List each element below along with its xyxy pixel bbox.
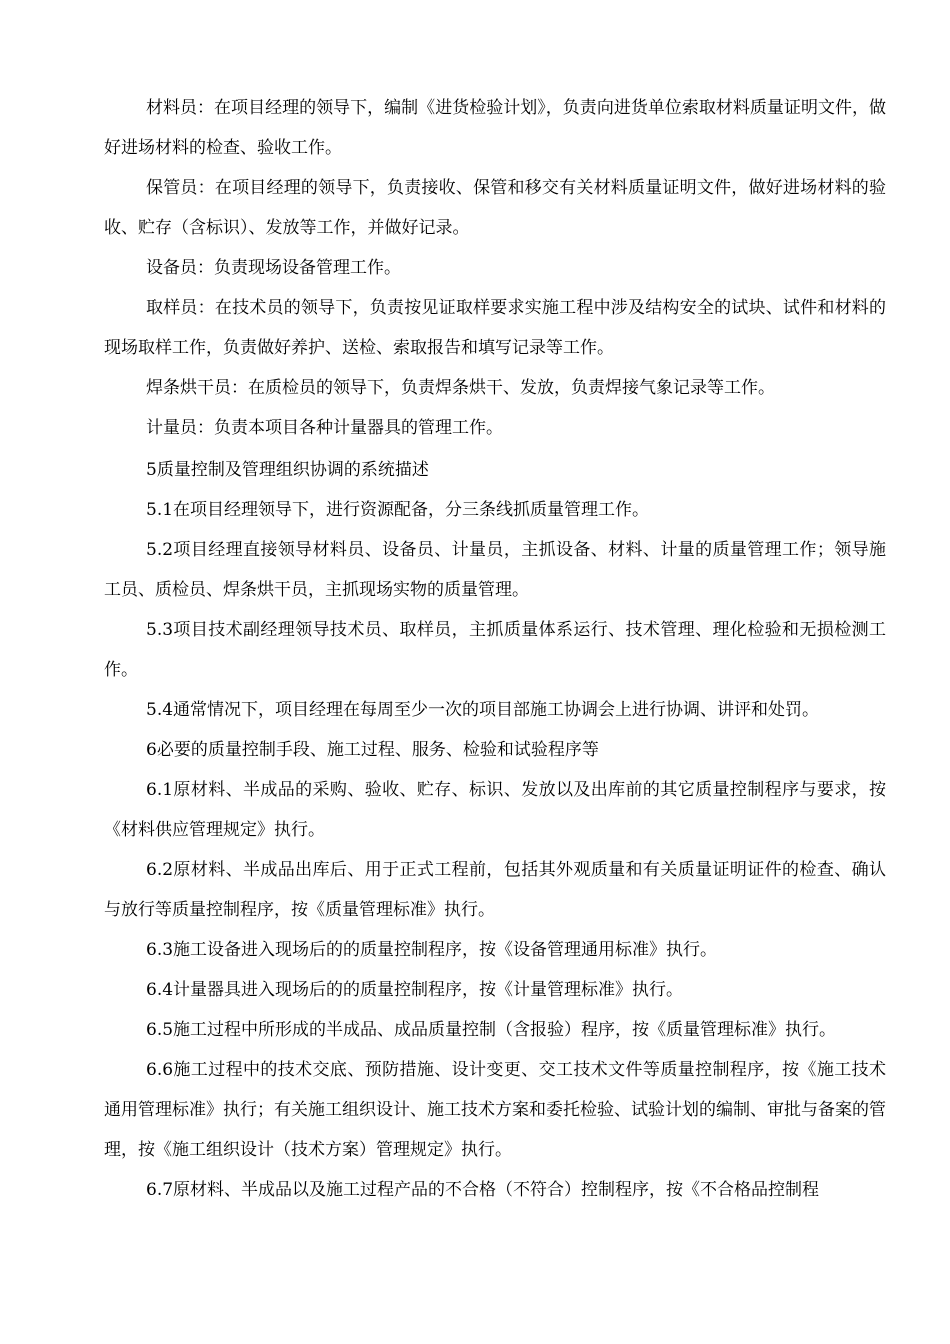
paragraph-6-3: 6.3施工设备进入现场后的的质量控制程序，按《设备管理通用标准》执行。 — [146, 940, 718, 960]
section-heading-5: 5质量控制及管理组织协调的系统描述 — [146, 460, 429, 480]
paragraph-5-4: 5.4通常情况下，项目经理在每周至少一次的项目部施工协调会上进行协调、讲评和处罚。 — [146, 700, 820, 720]
paragraph-6-6: 6.6施工过程中的技术交底、预防措施、设计变更、交工技术文件等质量控制程序，按《施工技术通用管理标准》执行；有关施工组织设计、施工技术方案和委托检验、试验计划的编制、审批与备案的管理，按《施工组织设计（技术方案）管理规定》执行。 — [104, 1060, 886, 1160]
section-heading-6: 6必要的质量控制手段、施工过程、服务、检验和试验程序等 — [146, 740, 599, 760]
paragraph-5-2: 5.2项目经理直接领导材料员、设备员、计量员，主抓设备、材料、计量的质量管理工作；领导施工员、质检员、焊条烘干员，主抓现场实物的质量管理。 — [104, 540, 886, 600]
paragraph-6-7: 6.7原材料、半成品以及施工过程产品的不合格（不符合）控制程序，按《不合格品控制程 — [146, 1180, 820, 1200]
paragraph-material-clerk: 材料员：在项目经理的领导下，编制《进货检验计划》，负责向进货单位索取材料质量证明文件，做好进场材料的检查、验收工作。 — [104, 98, 886, 158]
paragraph-6-4: 6.4计量器具进入现场后的的质量控制程序，按《计量管理标准》执行。 — [146, 980, 684, 1000]
paragraph-5-3: 5.3项目技术副经理领导技术员、取样员，主抓质量体系运行、技术管理、理化检验和无损检测工作。 — [104, 620, 886, 680]
paragraph-6-1: 6.1原材料、半成品的采购、验收、贮存、标识、发放以及出库前的其它质量控制程序与要求，按《材料供应管理规定》执行。 — [104, 780, 886, 840]
paragraph-6-2: 6.2原材料、半成品出库后、用于正式工程前，包括其外观质量和有关质量证明证件的检查、确认与放行等质量控制程序，按《质量管理标准》执行。 — [104, 860, 886, 920]
document-body — [104, 88, 886, 1210]
paragraph-electrode-dryer: 焊条烘干员：在质检员的领导下，负责焊条烘干、发放，负责焊接气象记录等工作。 — [146, 378, 775, 398]
paragraph-metrology-clerk: 计量员：负责本项目各种计量器具的管理工作。 — [146, 418, 503, 438]
paragraph-storekeeper: 保管员：在项目经理的领导下，负责接收、保管和移交有关材料质量证明文件，做好进场材料的验收、贮存（含标识）、发放等工作，并做好记录。 — [104, 178, 886, 238]
paragraph-sampler: 取样员：在技术员的领导下，负责按见证取样要求实施工程中涉及结构安全的试块、试件和材料的现场取样工作，负责做好养护、送检、索取报告和填写记录等工作。 — [104, 298, 886, 358]
paragraph-equipment-clerk: 设备员：负责现场设备管理工作。 — [146, 258, 401, 278]
paragraph-5-1: 5.1在项目经理领导下，进行资源配备，分三条线抓质量管理工作。 — [146, 500, 650, 520]
paragraph-6-5: 6.5施工过程中所形成的半成品、成品质量控制（含报验）程序，按《质量管理标准》执行。 — [146, 1020, 837, 1040]
